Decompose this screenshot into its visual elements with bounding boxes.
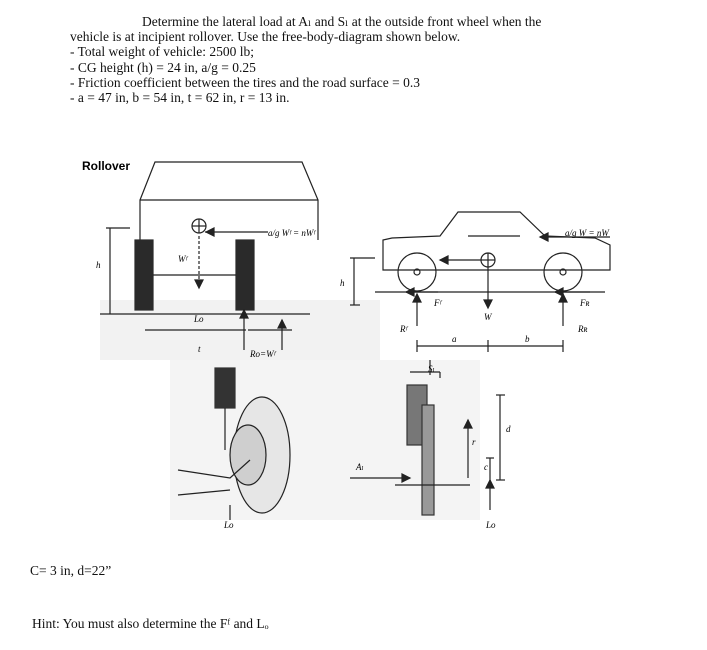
front-lo-label: Lo [194, 314, 204, 324]
susp-al-label: Aₗ [356, 462, 364, 472]
front-view-diagram [100, 162, 380, 360]
front-wf-label: Wᶠ [178, 254, 188, 264]
side-a-label: a [452, 334, 457, 344]
side-ff-label: Fᶠ [434, 298, 442, 308]
problem-line-1: Determine the lateral load at Aₗ and Sₗ at the outside front wheel when the [142, 14, 542, 29]
front-t-label: t [198, 344, 201, 354]
front-lateral-force-label: a/g Wᶠ = nWᶠ [268, 228, 315, 238]
front-ro-label: Ro=Wᶠ [250, 349, 276, 359]
susp-sl-label: Sₗ [428, 364, 435, 374]
problem-line-2: vehicle is at incipient rollover. Use the free-body-diagram shown below. [70, 29, 461, 45]
problem-line-5: - Friction coefficient between the tires and the road surface = 0.3 [70, 74, 420, 90]
problem-line-6: - a = 47 in, b = 54 in, t = 62 in, r = 13 in. [70, 90, 290, 106]
susp-lo-left-label: Lo [224, 520, 234, 530]
hint-text: Hint: You must also determine the Fᶠ and Lₒ [32, 616, 269, 631]
susp-d-label: d [506, 424, 511, 434]
rollover-label: Rollover [82, 159, 131, 173]
suspension-diagram [170, 360, 505, 520]
side-fr-label: Fʀ [580, 298, 590, 308]
side-rr-label: Rʀ [578, 324, 588, 334]
side-rf-label: Rᶠ [400, 324, 408, 334]
given-values: C= 3 in, d=22” [30, 563, 112, 578]
susp-c-label: c [484, 462, 488, 472]
problem-line-4: - CG height (h) = 24 in, a/g = 0.25 [70, 59, 256, 75]
side-inertia-label: a/g W = nW [565, 228, 609, 238]
susp-r-label: r [472, 437, 476, 447]
problem-line-3: - Total weight of vehicle: 2500 lb; [70, 44, 255, 60]
susp-lo-right-label: Lo [486, 520, 496, 530]
side-w-label: W [484, 312, 492, 322]
front-h-label: h [96, 260, 101, 270]
side-h-label: h [340, 278, 345, 288]
side-b-label: b [525, 334, 530, 344]
